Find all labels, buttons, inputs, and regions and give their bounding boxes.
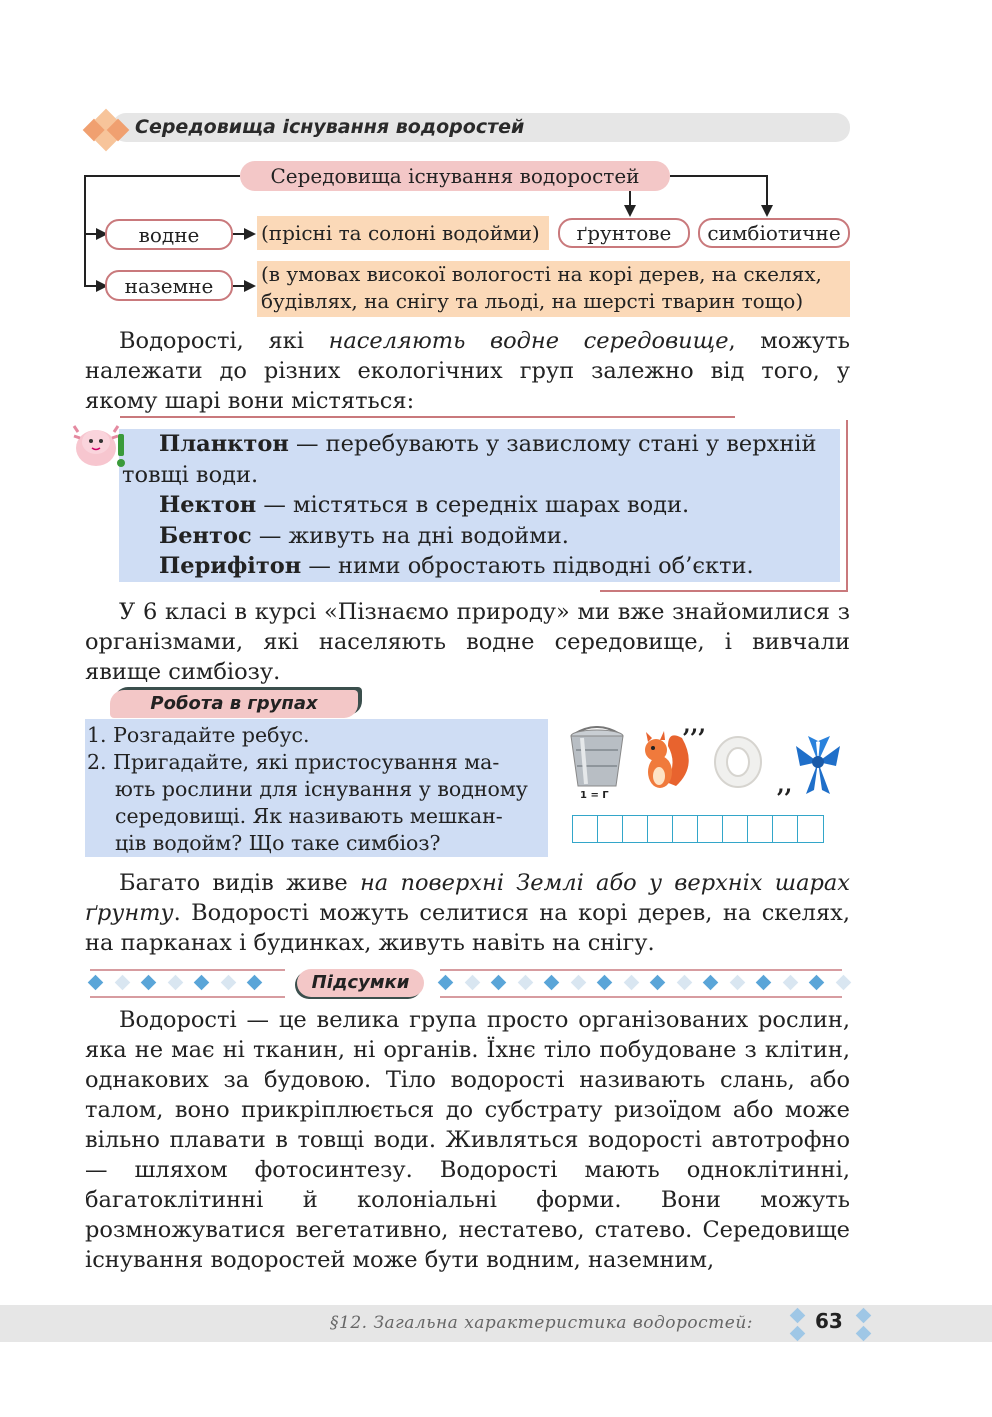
diamond-dot-icon xyxy=(88,975,104,991)
diamond-dot-icon xyxy=(570,975,586,991)
diamond-dot-icon xyxy=(756,975,772,991)
diagram-soil: ґрунтове xyxy=(558,218,690,248)
task-1: 1. Розгадайте ребус. xyxy=(87,723,310,747)
diamond-dot-icon xyxy=(782,975,798,991)
diamond-dot-icon xyxy=(491,975,507,991)
paragraph-symbiosis: У 6 класі в курсі «Пізнаємо природу» ми вже знайомилися з організмами, які населяють водне середовище, і вивчали явище симбіозу. xyxy=(85,599,850,685)
diamond-dot-icon xyxy=(464,975,480,991)
answer-cell xyxy=(748,816,773,842)
rebus-commas-1: ,,, xyxy=(683,712,706,738)
answer-cell xyxy=(623,816,648,842)
summary-paragraph: Водорості — це велика група просто організованих рослин, яка не має ні тканин, ні органів. Їхнє тіло побудоване з клітин, однакових за будовою. Тіло водорості називають слань, або талом, воно прикріплюється до субстрату ризоїдом або може вільно плавати в товщі води. Живляться водорості автотрофно — шляхом фотосинтезу. Водорості мають одноклітинні, багатоклітинні й колоніальні форми. Вони можуть розмножуватися вегетативно, нестатево, статево. Середовище існування водоростей може бути водним, наземним, xyxy=(85,1007,850,1273)
arrow-icon xyxy=(244,280,256,292)
diamond-dot-icon xyxy=(676,975,692,991)
diamond-dot-icon xyxy=(220,975,236,991)
diamond-dot-icon xyxy=(809,975,825,991)
diamond-dot-icon xyxy=(247,975,263,991)
diamond-dot-icon xyxy=(703,975,719,991)
arrow-icon xyxy=(244,228,256,240)
answer-cell xyxy=(673,816,698,842)
diagram-water-note: (прісні та солоні водойми) xyxy=(257,216,549,250)
diamond-dot-icon xyxy=(597,975,613,991)
info-plankton: Планктон — перебувають у завислому стані у верхній xyxy=(159,431,817,457)
info-benthos: Бентос — живуть на дні водойми. xyxy=(159,522,569,549)
diagram-land-note-line2: будівлях, на снігу та льоді, на шерсті тварин тощо) xyxy=(261,289,804,313)
letter-o-ring-icon xyxy=(710,734,766,790)
arrow-icon xyxy=(761,205,773,217)
diamond-dot-icon xyxy=(650,975,666,991)
info-plankton-cont: товщі води. xyxy=(122,461,259,488)
info-bottom-rule xyxy=(600,590,848,592)
task-2-line2: ють рослини для існування у водному xyxy=(115,777,528,801)
task-2-line1: 2. Пригадайте, які пристосування ма- xyxy=(87,750,500,774)
diagram-land-note xyxy=(257,261,850,317)
answer-cell xyxy=(723,816,748,842)
summary-rule-left-bottom xyxy=(90,996,285,998)
summary-rule-right xyxy=(440,969,842,971)
diamond-dot-icon xyxy=(114,975,130,991)
diamond-dot-icon xyxy=(438,975,454,991)
task-2-line4: ців водойм? Що таке симбіоз? xyxy=(115,831,441,855)
diamond-dot-icon xyxy=(623,975,639,991)
answer-cell xyxy=(648,816,673,842)
bucket-caption: 1 = Г xyxy=(580,790,609,801)
diagram-water: водне xyxy=(105,219,233,250)
info-periphyton: Перифітон — ними обростають підводні об’єкти. xyxy=(159,553,754,579)
answer-cell xyxy=(698,816,723,842)
task-2-line3: середовищі. Як називають мешкан- xyxy=(115,804,503,828)
answer-cells xyxy=(572,815,824,843)
diamond-dot-icon xyxy=(729,975,745,991)
section-title: Середовища існування водоростей xyxy=(135,116,525,138)
bucket-icon xyxy=(566,726,628,792)
rebus-commas-2: ,, xyxy=(777,772,793,798)
info-lines xyxy=(122,429,840,582)
section-diamonds-icon xyxy=(82,112,128,148)
diamond-dot-icon xyxy=(141,975,157,991)
summary-rule-left xyxy=(90,969,285,971)
answer-cell xyxy=(573,816,598,842)
paragraph-land-habitat: Багато видів живе на поверхні Землі або у верхніх шарах ґрунту. Водорості можуть селитися на корі дерев, на скелях, на парканах і будинках, живуть навіть на снігу. xyxy=(85,870,850,956)
page-number: 63 xyxy=(815,1309,843,1333)
diagram-symbiotic: симбіотичне xyxy=(698,218,850,248)
diagram-root: Середовища існування водоростей xyxy=(240,161,670,191)
diamond-dot-icon xyxy=(835,975,851,991)
diamond-dot-icon xyxy=(167,975,183,991)
summary-label: Підсумки xyxy=(311,972,410,993)
info-top-rule xyxy=(120,416,735,418)
summary-rule-right-bottom xyxy=(440,996,842,998)
task-list xyxy=(85,722,548,857)
info-side-rule xyxy=(846,420,848,590)
info-nekton: Нектон — містяться в середніх шарах води. xyxy=(159,492,690,518)
diamond-dot-icon xyxy=(544,975,560,991)
paragraph-ecological-groups: Водорості, які населяють водне середовище, можуть належати до різних екологічних груп залежно від того, у якому шарі вони містяться: xyxy=(85,328,850,414)
diagram-land-note-line1: (в умовах високої вологості на корі дерев, на скелях, xyxy=(261,262,822,286)
diamond-dot-icon xyxy=(194,975,210,991)
diagram-land: наземне xyxy=(105,270,233,301)
ribbon-bow-icon xyxy=(790,732,846,798)
answer-cell xyxy=(798,816,823,842)
arrow-icon xyxy=(624,205,636,217)
footer-chapter-title: §12. Загальна характеристика водоростей: xyxy=(330,1313,754,1333)
diamond-dot-icon xyxy=(517,975,533,991)
answer-cell xyxy=(773,816,798,842)
group-work-label: Робота в групах xyxy=(150,693,318,714)
answer-cell xyxy=(598,816,623,842)
